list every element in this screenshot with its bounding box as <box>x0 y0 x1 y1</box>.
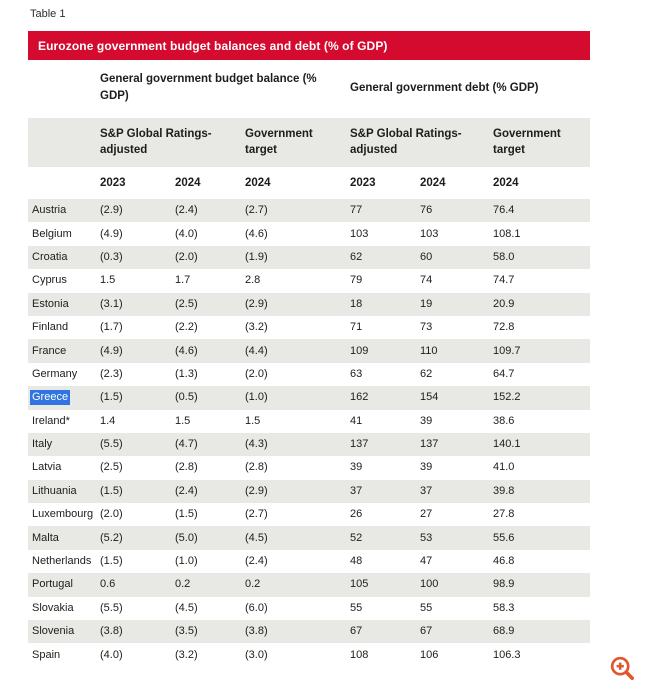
table-row <box>28 456 590 479</box>
value-cell: 39 <box>420 414 433 427</box>
value-cell: (2.4) <box>245 555 268 568</box>
value-cell: 39 <box>420 461 433 474</box>
value-cell: (1.5) <box>175 508 198 521</box>
country-cell <box>28 227 100 242</box>
country-label: Latvia <box>32 461 62 474</box>
value-cell: (3.2) <box>245 321 268 334</box>
value-cell: (5.5) <box>100 601 123 614</box>
country-cell <box>28 601 100 616</box>
country-label: Finland <box>32 321 69 334</box>
value-cell: (4.9) <box>100 227 123 240</box>
value-cell: (3.5) <box>175 625 198 638</box>
value-cell: 39 <box>350 461 363 474</box>
value-cell: 79 <box>350 274 363 287</box>
value-cell: (2.2) <box>175 321 198 334</box>
table-row <box>28 199 590 222</box>
value-cell: 62 <box>350 250 363 263</box>
value-cell: (1.7) <box>100 321 123 334</box>
value-cell: 162 <box>350 391 369 404</box>
value-cell: (2.7) <box>245 508 268 521</box>
value-cell: 76.4 <box>493 204 515 217</box>
value-cell: 41 <box>350 414 363 427</box>
value-cell: (1.5) <box>100 484 123 497</box>
table-row <box>28 480 590 503</box>
country-cell <box>28 577 100 592</box>
value-cell: 0.2 <box>175 578 191 591</box>
value-cell: 46.8 <box>493 555 515 568</box>
value-cell: 100 <box>420 578 439 591</box>
value-cell: 1.5 <box>245 414 261 427</box>
value-cell: 27 <box>420 508 433 521</box>
country-cell <box>28 414 100 429</box>
value-cell: (4.7) <box>175 438 198 451</box>
zoom-in-button[interactable] <box>608 657 636 685</box>
value-cell: 18 <box>350 297 363 310</box>
value-cell: 105 <box>350 578 369 591</box>
value-cell: 109.7 <box>493 344 521 357</box>
year-header: 2023 <box>100 177 126 189</box>
country-label: Ireland* <box>32 414 70 427</box>
value-cell: 67 <box>420 625 433 638</box>
table-row <box>28 222 590 245</box>
value-cell: (2.4) <box>175 204 198 217</box>
value-cell: 19 <box>420 297 433 310</box>
value-cell: (1.9) <box>245 250 268 263</box>
table-figure <box>28 0 590 667</box>
value-cell: 76 <box>420 204 433 217</box>
table-title-banner <box>28 31 590 60</box>
value-cell: (3.8) <box>100 625 123 638</box>
country-label: Lithuania <box>32 484 77 497</box>
country-cell <box>28 367 100 382</box>
value-cell: 106 <box>420 648 439 661</box>
country-label: Portugal <box>32 578 73 591</box>
value-cell: 77 <box>350 204 363 217</box>
country-cell <box>28 648 100 663</box>
value-cell: 52 <box>350 531 363 544</box>
country-label: Austria <box>32 204 67 217</box>
table-row <box>28 269 590 292</box>
value-cell: (2.9) <box>100 204 123 217</box>
country-cell <box>28 531 100 546</box>
value-cell: 38.6 <box>493 414 515 427</box>
table-title: Eurozone government budget balances and debt (% of GDP) <box>38 39 388 53</box>
value-cell: (1.0) <box>245 391 268 404</box>
group-header-budget-balance: General government budget balance (% GDP) <box>100 73 317 102</box>
year-header-row <box>28 167 590 199</box>
value-cell: 64.7 <box>493 367 515 380</box>
value-cell: 1.7 <box>175 274 191 287</box>
value-cell: (5.5) <box>100 438 123 451</box>
table-row <box>28 386 590 409</box>
country-label: Italy <box>32 438 53 451</box>
value-cell: (0.5) <box>175 391 198 404</box>
value-cell: 74 <box>420 274 433 287</box>
value-cell: 47 <box>420 555 433 568</box>
table-row <box>28 503 590 526</box>
value-cell: 154 <box>420 391 439 404</box>
value-cell: 62 <box>420 367 433 380</box>
value-cell: 26 <box>350 508 363 521</box>
value-cell: 67 <box>350 625 363 638</box>
value-cell: (4.5) <box>245 531 268 544</box>
value-cell: 48 <box>350 555 363 568</box>
value-cell: (1.5) <box>100 391 123 404</box>
value-cell: 71 <box>350 321 363 334</box>
country-label: Slovenia <box>32 625 75 638</box>
value-cell: 140.1 <box>493 438 521 451</box>
value-cell: (4.6) <box>245 227 268 240</box>
year-header: 2024 <box>493 177 519 189</box>
value-cell: 110 <box>420 344 438 357</box>
sub-header-gov-target-budget: Government target <box>245 128 313 156</box>
value-cell: 20.9 <box>493 297 515 310</box>
value-cell: 63 <box>350 367 363 380</box>
value-cell: (2.5) <box>100 461 123 474</box>
country-cell <box>28 624 100 639</box>
value-cell: (5.2) <box>100 531 123 544</box>
value-cell: 1.5 <box>175 414 191 427</box>
country-cell <box>28 344 100 359</box>
group-header-row <box>28 60 590 118</box>
country-label: Croatia <box>32 250 68 263</box>
value-cell: 1.4 <box>100 414 116 427</box>
table-label: Table 1 <box>30 8 66 20</box>
country-cell <box>28 250 100 265</box>
value-cell: 55 <box>420 601 433 614</box>
value-cell: (5.0) <box>175 531 198 544</box>
sub-header-gov-target-debt: Government target <box>493 128 561 156</box>
country-cell <box>28 437 100 452</box>
country-cell <box>28 484 100 499</box>
country-label: Netherlands <box>32 555 92 568</box>
value-cell: (2.8) <box>245 461 268 474</box>
value-cell: 73 <box>420 321 433 334</box>
value-cell: 55.6 <box>493 531 515 544</box>
table-row <box>28 597 590 620</box>
value-cell: (1.5) <box>100 555 123 568</box>
value-cell: (4.0) <box>175 227 198 240</box>
value-cell: (2.0) <box>100 508 123 521</box>
country-cell <box>28 297 100 312</box>
value-cell: 137 <box>420 438 439 451</box>
value-cell: (4.0) <box>100 648 123 661</box>
value-cell: 27.8 <box>493 508 515 521</box>
table-row <box>28 316 590 339</box>
country-cell <box>28 390 100 405</box>
value-cell: 41.0 <box>493 461 515 474</box>
value-cell: 98.9 <box>493 578 515 591</box>
value-cell: 1.5 <box>100 274 116 287</box>
value-cell: 0.6 <box>100 578 116 591</box>
value-cell: (3.0) <box>245 648 268 661</box>
country-label: Slovakia <box>32 601 74 614</box>
value-cell: 108 <box>350 648 369 661</box>
value-cell: (2.9) <box>245 297 268 310</box>
table-row <box>28 246 590 269</box>
value-cell: (1.0) <box>175 555 198 568</box>
value-cell: 68.9 <box>493 625 515 638</box>
value-cell: 39.8 <box>493 484 515 497</box>
table-row <box>28 643 590 666</box>
value-cell: (2.7) <box>245 204 268 217</box>
country-cell <box>28 507 100 522</box>
value-cell: 109 <box>350 344 369 357</box>
value-cell: 72.8 <box>493 321 515 334</box>
table-row <box>28 573 590 596</box>
table-row <box>28 620 590 643</box>
country-label: Cyprus <box>32 274 67 287</box>
country-cell <box>28 554 100 569</box>
year-header: 2024 <box>175 177 201 189</box>
value-cell: 106.3 <box>493 648 521 661</box>
value-cell: 37 <box>420 484 433 497</box>
table-row <box>28 550 590 573</box>
value-cell: (2.8) <box>175 461 198 474</box>
table-row <box>28 293 590 316</box>
value-cell: (2.0) <box>245 367 268 380</box>
zoom-in-magnifier-icon <box>609 655 636 687</box>
value-cell: (4.5) <box>175 601 198 614</box>
value-cell: 74.7 <box>493 274 515 287</box>
value-cell: (2.0) <box>175 250 198 263</box>
table-row <box>28 363 590 386</box>
country-label: France <box>32 344 67 357</box>
country-label: Malta <box>32 531 59 544</box>
value-cell: 152.2 <box>493 391 521 404</box>
table-row <box>28 410 590 433</box>
country-cell <box>28 203 100 218</box>
table-body <box>28 199 590 667</box>
country-cell <box>28 320 100 335</box>
value-cell: (4.4) <box>245 344 268 357</box>
value-cell: 58.3 <box>493 601 515 614</box>
value-cell: 58.0 <box>493 250 515 263</box>
value-cell: (4.3) <box>245 438 268 451</box>
value-cell: 108.1 <box>493 227 521 240</box>
value-cell: 103 <box>350 227 369 240</box>
country-cell <box>28 273 100 288</box>
value-cell: 53 <box>420 531 433 544</box>
value-cell: 0.2 <box>245 578 261 591</box>
value-cell: (6.0) <box>245 601 268 614</box>
sub-header-sp-adjusted-debt: S&P Global Ratings-adjusted <box>350 128 462 156</box>
value-cell: (0.3) <box>100 250 123 263</box>
value-cell: (3.1) <box>100 297 123 310</box>
value-cell: 137 <box>350 438 369 451</box>
value-cell: (4.9) <box>100 344 123 357</box>
year-header: 2023 <box>350 177 376 189</box>
year-header: 2024 <box>420 177 446 189</box>
value-cell: (2.5) <box>175 297 198 310</box>
sub-header-sp-adjusted-budget: S&P Global Ratings-adjusted <box>100 128 212 156</box>
value-cell: (3.2) <box>175 648 198 661</box>
year-header: 2024 <box>245 177 271 189</box>
country-cell <box>28 460 100 475</box>
country-label: Luxembourg <box>32 508 94 521</box>
value-cell: 37 <box>350 484 363 497</box>
sub-header-row <box>28 118 590 167</box>
value-cell: (2.3) <box>100 367 123 380</box>
value-cell: (4.6) <box>175 344 198 357</box>
value-cell: 55 <box>350 601 363 614</box>
table-row <box>28 339 590 362</box>
value-cell: (2.4) <box>175 484 198 497</box>
value-cell: (2.9) <box>245 484 268 497</box>
group-header-debt: General government debt (% GDP) <box>350 81 539 94</box>
value-cell: (3.8) <box>245 625 268 638</box>
country-label: Estonia <box>32 297 69 310</box>
value-cell: 60 <box>420 250 433 263</box>
table-row <box>28 526 590 549</box>
value-cell: 2.8 <box>245 274 261 287</box>
value-cell: 103 <box>420 227 439 240</box>
country-label: Germany <box>32 367 78 380</box>
country-label: Belgium <box>32 227 72 240</box>
country-label: Spain <box>32 648 61 661</box>
table-row <box>28 433 590 456</box>
country-label: Greece <box>32 391 69 404</box>
value-cell: (1.3) <box>175 367 198 380</box>
